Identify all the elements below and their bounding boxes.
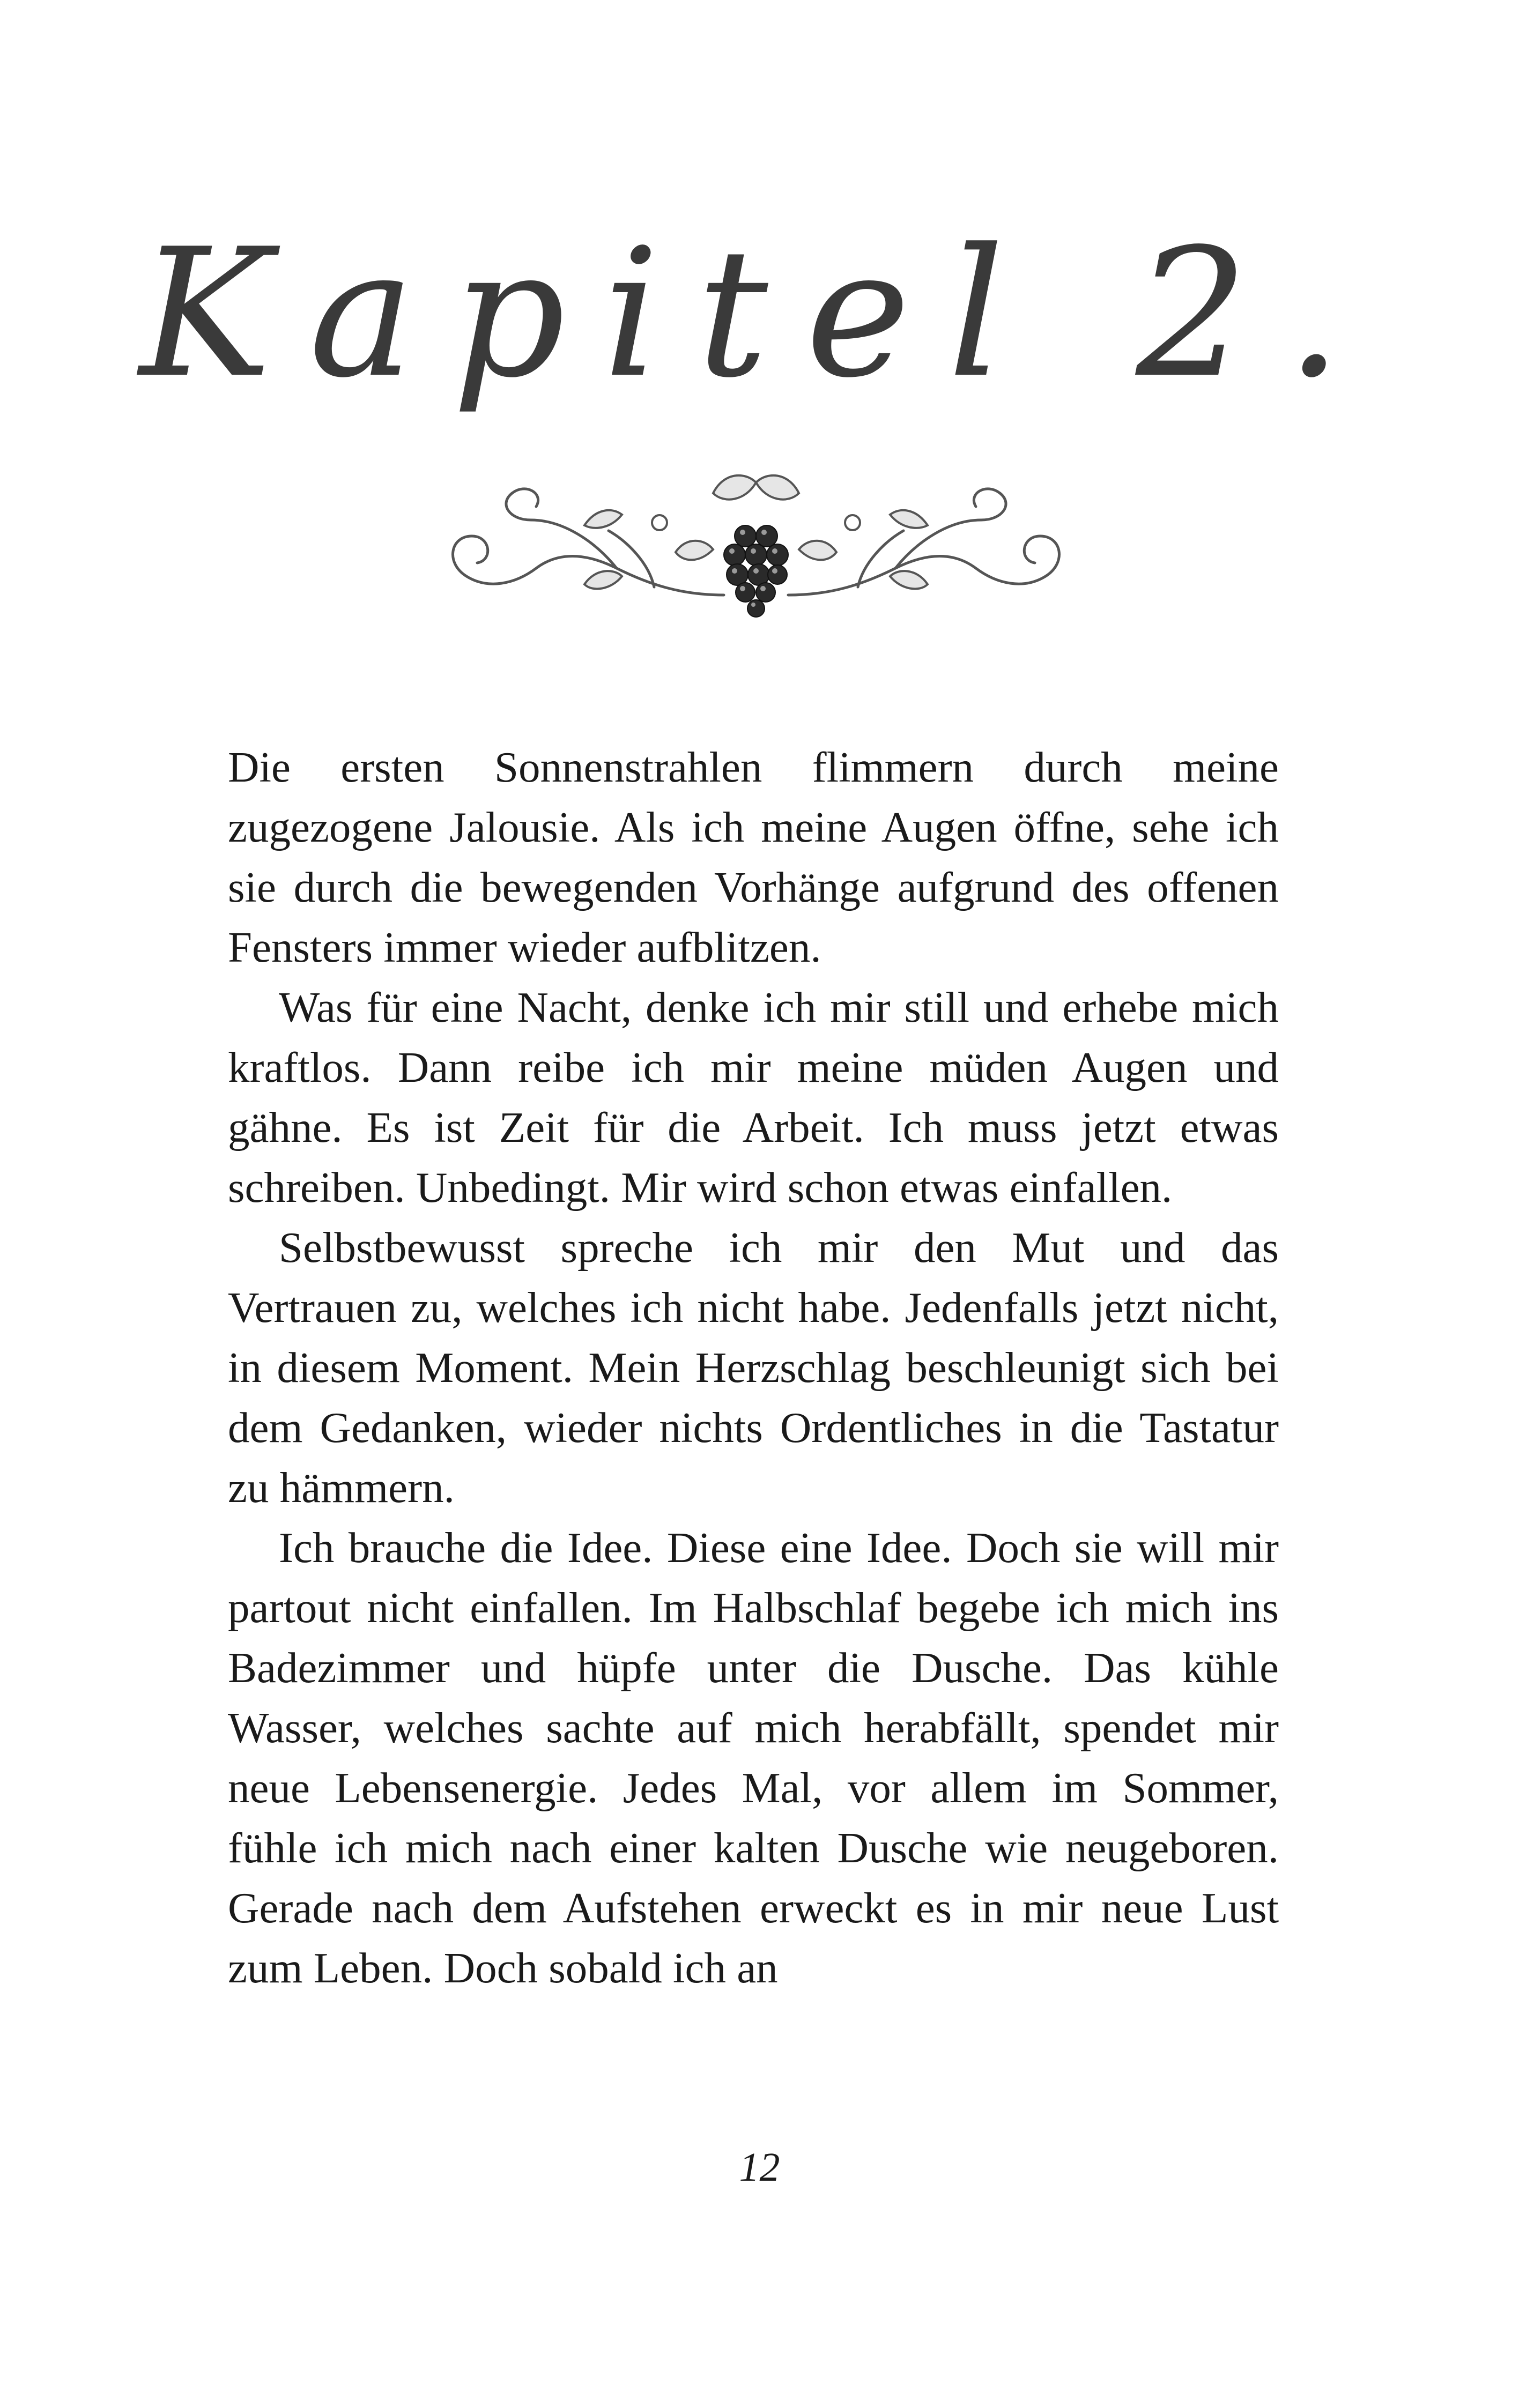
paragraph: Selbstbewusst spreche ich mir den Mut und das Vertrauen zu, welches ich nicht habe. Jedenfalls jetzt nicht, in diesem Moment. Mein Herzschlag beschleunigt sich bei dem Gedanken, wieder nichts Ordentliches in die Tastatur zu hämmern. bbox=[228, 1223, 1279, 1512]
page-number: 12 bbox=[739, 2145, 780, 2190]
paragraph: Die ersten Sonnenstrahlen flimmern durch meine zugezogene Jalousie. Als ich meine Augen öffne, sehe ich sie durch die bewegenden Vorhänge aufgrund des offenen Fensters immer wieder aufblitzen. bbox=[228, 743, 1279, 971]
chapter-title: Kapitel 2. bbox=[139, 211, 1380, 417]
blackberry-vine-ornament-icon bbox=[424, 461, 1088, 638]
chapter-body-text bbox=[228, 737, 1279, 1998]
paragraph: Ich brauche die Idee. Diese eine Idee. Doch sie will mir partout nicht einfallen. Im Halbschlaf begebe ich mich ins Badezimmer und hüpfe unter die Dusche. Das kühle Wasser, welches sachte auf mich herabfällt, spendet mir neue Lebensenergie. Jedes Mal, vor allem im Sommer, fühle ich mich nach einer kalten Dusche wie neugeboren. Gerade nach dem Aufstehen erweckt es in mir neue Lust zum Leben. Doch sobald ich an bbox=[228, 1523, 1279, 1992]
paragraph: Was für eine Nacht, denke ich mir still und erhebe mich kraftlos. Dann reibe ich mir meine müden Augen und gähne. Es ist Zeit für die Arbeit. Ich muss jetzt etwas schreiben. Unbedingt. Mir wird schon etwas einfallen. bbox=[228, 983, 1279, 1212]
